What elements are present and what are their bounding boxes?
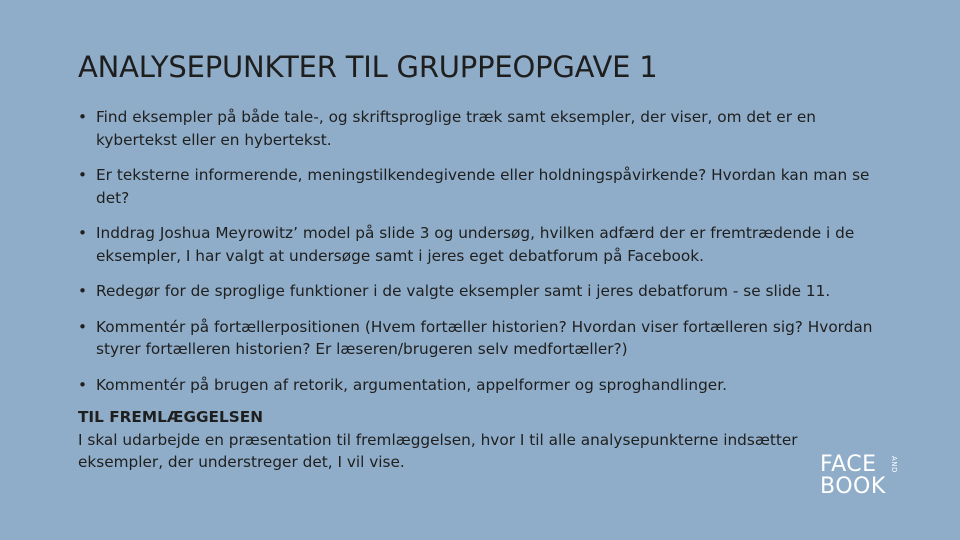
presentation-text: I skal udarbejde en præsentation til fremlæggelsen, hvor I til alle analysepunkterne indsætter eksempler, der understreger det, I vil vise.: [78, 430, 798, 471]
facebook-logo: [820, 452, 900, 498]
bullet-item: • Kommentér på fortællerpositionen (Hvem fortæller historien? Hvordan viser fortælleren sig? Hvordan styrer fortælleren historien? Er læseren/brugeren selv medfortæller?): [78, 316, 898, 361]
logo-line-2: BOOK: [820, 474, 886, 499]
presentation-note: [78, 406, 878, 477]
slide-title: ANALYSEPUNKTER TIL GRUPPEOPGAVE 1: [78, 50, 658, 84]
bullet-list: [78, 106, 898, 409]
bullet-item: • Inddrag Joshua Meyrowitz’ model på slide 3 og undersøg, hvilken adfærd der er fremtrædende i de eksempler, I har valgt at undersøge samt i jeres eget debatforum på Facebook.: [78, 222, 898, 267]
bullet-item: • Redegør for de sproglige funktioner i de valgte eksempler samt i jeres debatforum - se slide 11.: [78, 280, 898, 303]
presentation-heading: TIL FREMLÆGGELSEN: [78, 408, 264, 426]
bullet-item: • Find eksempler på både tale-, og skriftsproglige træk samt eksempler, der viser, om det er en kybertekst eller en hybertekst.: [78, 106, 898, 151]
logo-side-text: AND: [890, 456, 898, 473]
bullet-item: • Kommentér på brugen af retorik, argumentation, appelformer og sproghandlinger.: [78, 374, 898, 397]
bullet-item: • Er teksterne informerende, meningstilkendegivende eller holdningspåvirkende? Hvordan kan man se det?: [78, 164, 898, 209]
logo-line-1: FACE: [820, 452, 877, 477]
